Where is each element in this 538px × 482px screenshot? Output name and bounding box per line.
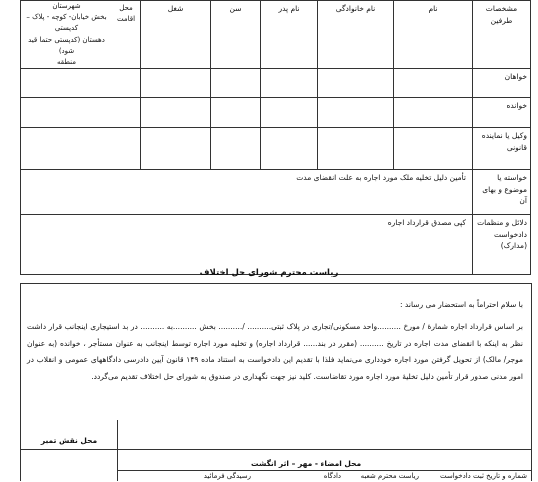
address-line: بخش خیابان- کوچه - پلاک – کدپستی: [26, 13, 107, 33]
registration-row: [117, 470, 531, 482]
letter-greeting: با سلام احتراماً به استحضار می رساند :: [400, 300, 523, 309]
label-lawyer: وکیل یا نماینده قانونی: [473, 128, 531, 170]
cell-input[interactable]: [21, 69, 141, 98]
cell-input[interactable]: [318, 69, 394, 98]
label-evidence: دلائل و منظمات دادخواست (مدارک): [473, 215, 531, 275]
cell-input[interactable]: [261, 98, 318, 128]
reg-branch-head: ریاست محترم شعبه: [360, 472, 419, 480]
signature-area: [20, 436, 532, 481]
cell-input[interactable]: [394, 98, 473, 128]
table-header-row: [21, 1, 531, 69]
cell-input[interactable]: [21, 128, 141, 170]
reg-court: دادگاه: [323, 472, 341, 480]
letter-paragraph: بر اساس قرارداد اجاره شمارهٔ / مورخ ..........واحد مسکونی/تجاری در پلاک ثبتی.......... /.......... بخش ..........به .......... در بد استیجاری اینجانب قرار داشت نظر به اینکه با انقضای مدت اجاره در تاریخ .......... (مقرر در بند...... قرارداد اجاره) و تخلیه مورد اجاره توسط اینجانب به عنوان مستأجر ، خوانده (به عنوان موجر/ مالک) از تحویل گرفتن مورد اجاره خودداری می‌نماید فلذا با تقدیم این دادخواست به استناد ماده ۱۴۹ قانون آیین دادرسی دادگاههای عمومی و انقلاب در امور مدنی صدور قرار تأمین دلیل تخلیهٔ مورد اجاره مورد تقاضاست. کلید نیز جهت نگهداری در صندوق به شورای حل اختلاف تقدیم می‌گردد.: [27, 322, 523, 381]
header-age: سن: [211, 1, 261, 69]
stamp-label: محل نقش تمبر: [40, 436, 98, 445]
header-name: نام: [394, 1, 473, 69]
evidence-value[interactable]: کپی مصدق قرارداد اجاره: [21, 215, 473, 275]
reg-number-date: شماره و تاریخ ثبت دادخواست: [439, 472, 527, 480]
header-specs: مشخصات طرفین: [473, 1, 531, 69]
header-job: شغل: [141, 1, 211, 69]
row-defendant: [21, 98, 531, 128]
cell-input[interactable]: [141, 98, 211, 128]
address-line: منطقه: [57, 57, 76, 66]
row-evidence: [21, 215, 531, 275]
header-address: [21, 1, 141, 69]
header-residence: محل اقامت: [116, 4, 136, 23]
cell-input[interactable]: [394, 128, 473, 170]
row-plaintiff: [21, 69, 531, 98]
letter-body: [20, 283, 532, 450]
header-father: نام پدر: [261, 1, 318, 69]
cell-input[interactable]: [318, 98, 394, 128]
cell-input[interactable]: [318, 128, 394, 170]
label-defendant: خوانده: [473, 98, 531, 128]
address-line: شهرستان: [52, 2, 81, 10]
cell-input[interactable]: [261, 128, 318, 170]
cell-input[interactable]: [261, 69, 318, 98]
cell-input[interactable]: [141, 128, 211, 170]
header-family: نام خانوادگی: [318, 1, 394, 69]
row-request: [21, 170, 531, 215]
signature-label: محل امضاء - مهر – اثر انگشت: [251, 459, 362, 468]
cell-input[interactable]: [141, 69, 211, 98]
request-value[interactable]: تأمین دلیل تخلیه ملک مورد اجاره به علت انقضای مدت: [21, 170, 473, 215]
page-title: ریاست محترم شورای حل اختلاف: [199, 268, 339, 278]
label-plaintiff: خواهان: [473, 69, 531, 98]
address-line: دهستان (کدپستی حتما قید شود): [28, 35, 105, 55]
cell-input[interactable]: [211, 98, 261, 128]
label-request: خواسته یا موضوع و بهای آن: [473, 170, 531, 215]
cell-input[interactable]: [21, 98, 141, 128]
row-lawyer: [21, 128, 531, 170]
header-address-lines: [21, 1, 112, 68]
parties-table: [20, 0, 531, 275]
reg-proceed: رسیدگی فرمائید: [203, 472, 251, 480]
cell-input[interactable]: [394, 69, 473, 98]
cell-input[interactable]: [211, 69, 261, 98]
cell-input[interactable]: [211, 128, 261, 170]
